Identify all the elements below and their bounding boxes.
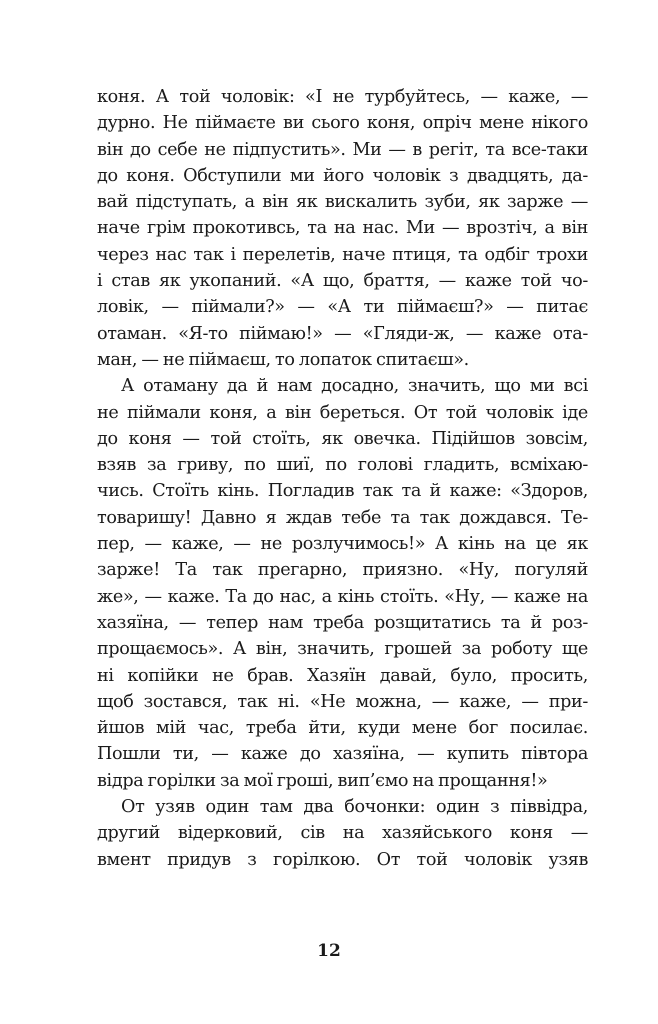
text-line: зарже! Та так прегарно, приязно. «Ну, погуляй bbox=[97, 560, 588, 581]
text-line: до коня — той стоїть, як овечка. Підійшов зовсім, bbox=[97, 428, 588, 449]
text-line: же», — каже. Та до нас, а кінь стоїть. «Ну, — каже на bbox=[97, 586, 588, 607]
text-line: до коня. Обступили ми його чоловік з двадцять, да- bbox=[97, 165, 588, 186]
text-line: товаришу! Давно я ждав тебе та так дождався. Те- bbox=[97, 507, 588, 528]
page-number: 12 bbox=[317, 941, 341, 961]
text-line: А отаману да й нам досадно, значить, що ми всі bbox=[121, 376, 588, 397]
book-page bbox=[97, 84, 588, 873]
text-line: отаман. «Я-то піймаю!» — «Гляди-ж, — каже ота- bbox=[97, 323, 588, 344]
paragraph-1 bbox=[97, 84, 588, 373]
text-line: і став як укопаний. «А що, браття, — каже той чо- bbox=[97, 271, 588, 292]
text-line: дурно. Не піймаєте ви сього коня, опріч мене нікого bbox=[97, 113, 588, 134]
text-line: наче грім прокотивсь, та на нас. Ми — врозтіч, а він bbox=[97, 218, 588, 239]
paragraph-3 bbox=[97, 794, 588, 873]
text-line: відра горілки за мої гроші, вип’ємо на прощання!» bbox=[97, 770, 548, 791]
text-line: прощаємось». А він, значить, грошей за роботу ще bbox=[97, 639, 588, 660]
text-line: ні копійки не брав. Хазяїн давай, було, просить, bbox=[97, 665, 588, 686]
text-line: ловік, — піймали?» — «А ти піймаєш?» — питає bbox=[97, 297, 588, 318]
text-line: другий відерковий, сів на хазяйського коня — bbox=[97, 823, 588, 844]
text-line: чись. Стоїть кінь. Погладив так та й каже: «Здоров, bbox=[97, 481, 588, 502]
text-line: От узяв один там два бочонки: один з піввідра, bbox=[121, 797, 588, 818]
text-line: пер, — каже, — не розлучимось!» А кінь на це як bbox=[97, 534, 588, 555]
text-line: ман, — не піймаєш, то лопаток спитаєш». bbox=[97, 349, 469, 370]
text-line: вай підступать, а він як вискалить зуби, як зарже — bbox=[97, 192, 588, 213]
text-line: коня. А той чоловік: «І не турбуйтесь, — каже, — bbox=[97, 87, 588, 107]
text-line: Пошли ти, — каже до хазяїна, — купить півтора bbox=[97, 744, 588, 765]
text-line: щоб зостався, так ні. «Не можна, — каже, — при- bbox=[97, 691, 588, 712]
text-line: вмент придув з горілкою. От той чоловік узяв bbox=[97, 849, 588, 870]
paragraph-2 bbox=[97, 373, 588, 794]
text-line: не піймали коня, а він береться. От той чоловік іде bbox=[97, 402, 588, 423]
text-line: через нас так і перелетів, наче птиця, та одбіг трохи bbox=[97, 244, 588, 265]
text-line: йшов мій час, треба йти, куди мене бог посилає. bbox=[97, 718, 588, 739]
text-line: він до себе не підпустить». Ми — в регіт, та все-таки bbox=[97, 139, 588, 160]
text-line: взяв за гриву, по шиї, по голові гладить, всміхаю- bbox=[97, 455, 588, 476]
text-line: хазяїна, — тепер нам треба розщитатись та й роз- bbox=[97, 612, 588, 633]
